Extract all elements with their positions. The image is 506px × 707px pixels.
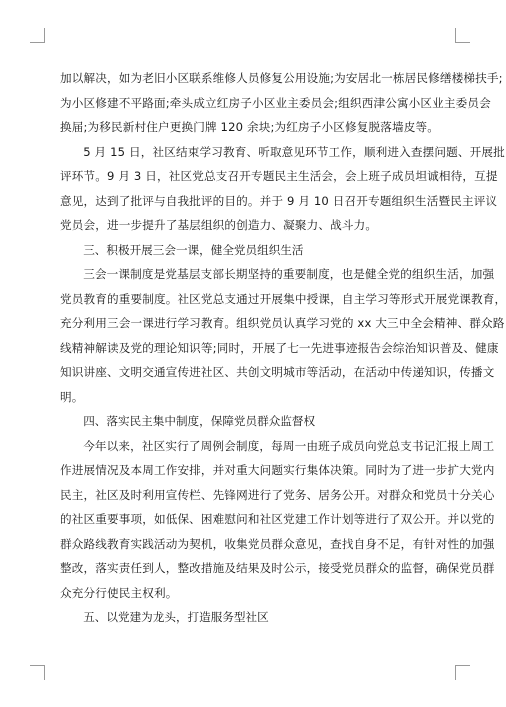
text-line: 充分利用三会一课进行学习教育。组织党员认真学习党的 xx 大三中全会精神、群众路 xyxy=(60,316,505,330)
text-line: 党员会，进一步提升了基层组织的创造力、凝聚力、战斗力。 xyxy=(60,218,378,232)
text-line: 今年以来，社区实行了周例会制度，每周一由班子成员向党总支书记汇报上周工 xyxy=(83,438,495,453)
section-heading-5: 五、以党建为龙头，打造服务型社区 xyxy=(83,610,269,624)
crop-mark-top-left xyxy=(30,28,45,43)
paragraph-three-meetings xyxy=(60,262,506,409)
text-line: 线精神解读及党的理论知识等;同时，开展了七一先进事迹报告会综治知识普及、健康 xyxy=(60,340,499,355)
text-line: 为小区修建不平路面;牵头成立红房子小区业主委员会;组织西津公寓小区业主委员会 xyxy=(60,95,491,110)
text-line: 群众路线教育实践活动为契机，收集党员群众意见，查找自身不足，有针对性的加强 xyxy=(60,536,495,551)
text-line: 党员教育的重要制度。社区党总支通过开展集中授课，自主学习等形式开展党课教育， xyxy=(60,291,506,306)
crop-mark-top-right xyxy=(455,28,470,43)
text-line: 知识讲座、文明交通宣传进社区、共创文明城市等活动，在活动中传递知识，传播文 xyxy=(60,365,495,379)
text-line: 意见，达到了批评与自我批评的目的。并于 9 月 10 日召开专题组织生活暨民主评议 xyxy=(60,193,498,208)
section-heading-3: 三、积极开展三会一课，健全党员组织生活 xyxy=(83,242,304,257)
text-line: 评环节。9 月 3 日，社区党总支召开专题民主生活会，会上班子成员坦诚相待，互提 xyxy=(60,169,498,183)
text-line: 三会一课制度是党基层支部长期坚持的重要制度，也是健全党的组织生活，加强 xyxy=(83,267,495,281)
text-line: 加以解决，如为老旧小区联系维修人员修复公用设施;为安居北一栋居民修缮楼梯扶手; xyxy=(60,71,503,85)
text-line: 换届;为移民新村住户更换门牌 120 余块;为红房子小区修复脱落墙皮等。 xyxy=(60,120,439,134)
text-line: 民主，社区及时利用宣传栏、先锋网进行了党务、居务公开。对群众和党员十分关心 xyxy=(60,487,495,502)
text-line: 的社区重要事项，如低保、困难慰问和社区党建工作计划等进行了双公开。并以党的 xyxy=(60,512,495,526)
text-line: 明。 xyxy=(60,389,84,404)
section-heading-4: 四、落实民主集中制度，保障党员群众监督权 xyxy=(83,414,316,428)
text-line: 5 月 15 日，社区结束学习教育、听取意见环节工作，顺利进入查摆问题、开展批 xyxy=(83,144,505,159)
text-line: 作进展情况及本周工作安排，并对重大问题实行集体决策。同时为了进一步扩大党内 xyxy=(60,463,495,477)
crop-mark-bottom-left xyxy=(30,665,45,680)
text-line: 整改，落实责任到人，整改措施及结果及时公示，接受党员群众的监督，确保党员群 xyxy=(60,561,495,575)
paragraph-continued xyxy=(60,66,503,140)
paragraph-democratic-life-meeting xyxy=(60,140,505,238)
document-body xyxy=(60,66,506,630)
text-line: 众充分行使民主权利。 xyxy=(60,585,178,600)
crop-mark-bottom-right xyxy=(455,665,470,680)
paragraph-weekly-meeting xyxy=(60,434,495,606)
